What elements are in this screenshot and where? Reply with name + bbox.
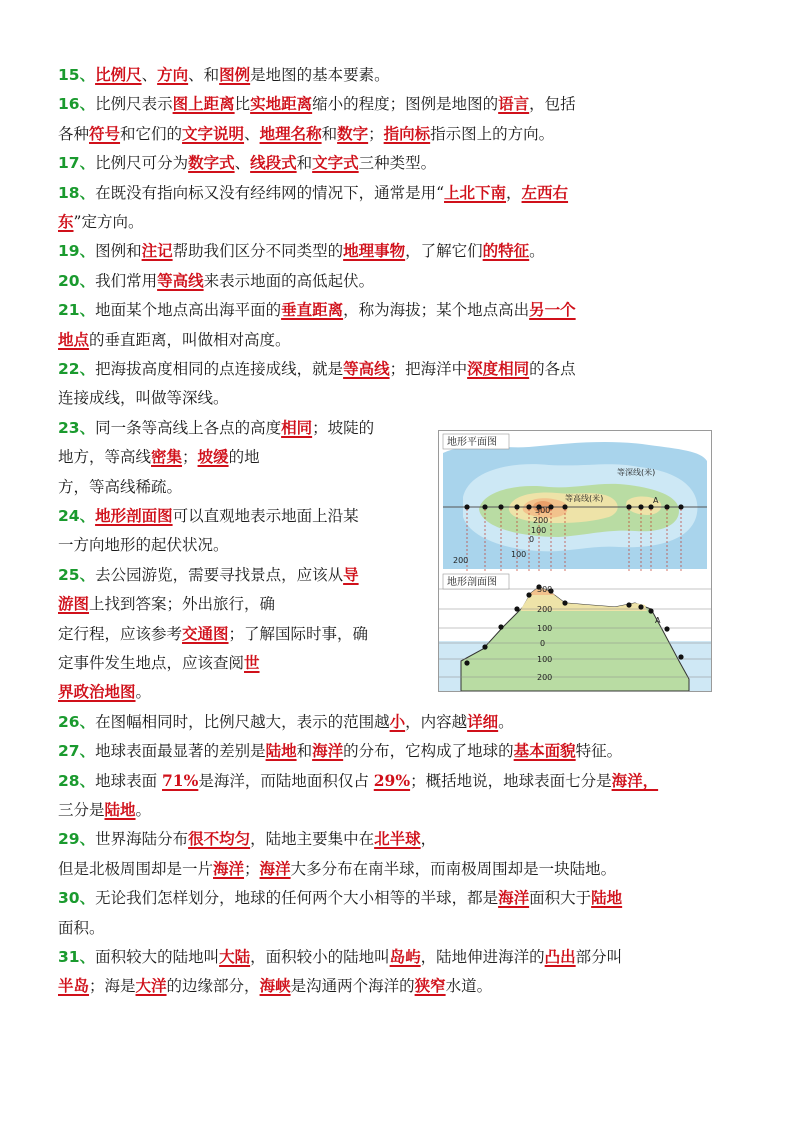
question-number: 29、 [58,830,96,849]
answer-text: 语言 [498,94,530,114]
section-tick-100: 100 [537,624,553,633]
question-text: 地球表面最显著的差别是 [95,742,266,761]
answer-text: 左西右 [521,182,569,202]
section-point [626,602,631,607]
section-point [664,626,669,631]
question-text: 。 [529,242,545,261]
section-point [678,654,683,659]
question-line [58,709,514,735]
question-text: ，陆地主要集中在 [250,830,375,849]
question-text: ；了解国际时事，确 [228,624,369,643]
question-text: 是地图的基本要素。 [250,66,390,84]
answer-text: 实地距离 [250,94,313,114]
answer-text: 文字说明 [182,123,245,143]
question-text: 一方向地形的起伏状况。 [58,536,229,555]
question-number: 31、 [58,948,96,966]
question-text: ，包括 [529,95,576,114]
question-number: 30、 [58,889,96,908]
section-point [562,600,567,605]
question-line [58,62,390,88]
question-text: 在图幅相同时，比例尺越大，表示的范围越 [95,712,390,731]
question-text: 上找到答案；外出旅行，确 [89,595,276,614]
question-text: 大多分布在南半球，而南极周围却是一块陆地。 [290,859,617,878]
question-line [58,562,359,588]
question-text: 方，等高线稀疏。 [58,477,183,496]
answer-text: 界政治地图 [58,682,136,702]
question-text: 定事件发生地点，应该查阅 [58,654,245,672]
answer-text: 垂直距离 [281,300,344,320]
question-text: 三分是 [58,801,105,819]
section-point [638,604,643,609]
plan-point [464,504,469,509]
question-line [58,885,622,911]
answer-text: 方向 [157,65,189,84]
question-text: ； [244,859,260,878]
question-text: ，陆地伸进海洋的 [420,948,545,966]
answer-text: 的特征 [482,241,530,261]
question-text: 的各点 [529,360,576,378]
question-text: 世界海陆分布 [95,830,189,849]
answer-text: 图例 [219,65,251,84]
question-number: 22、 [58,360,96,378]
question-line [58,738,622,764]
question-text: ，称为海拔；某个地点高出 [343,301,530,320]
answer-text: 符号 [89,123,121,143]
isobath-label: 等深线(米) [617,468,656,477]
question-text: 同一条等高线上各点的高度 [95,418,282,437]
question-text: 比 [234,95,251,114]
question-text: 地面某个地点高出海平面的 [95,301,282,320]
section-title: 地形剖面图 [447,577,497,588]
answer-text: 文字式 [312,153,359,173]
section-point [464,660,469,665]
question-line [58,268,374,294]
answer-text: 详细 [467,711,499,731]
section-point [648,608,653,613]
question-text: 是海洋，而陆地面积仅占 [198,771,374,790]
plan-value-100: 100 [531,526,547,535]
answer-text: 密集 [151,447,183,467]
question-line [58,944,622,970]
question-text: 。 [135,683,152,702]
plan-point [514,504,519,509]
question-line [58,444,260,470]
question-text: ，内容越 [405,712,468,731]
answer-text: 71% [162,770,199,790]
answer-text: 导 [343,564,359,584]
answer-text: 很不均匀 [188,829,251,849]
question-line [58,915,105,941]
plan-point [562,504,567,509]
answer-text: 深度相同 [467,359,530,378]
answer-text: 等高线 [343,359,390,378]
answer-text: 世 [244,653,260,672]
answer-text: 指向标 [383,123,431,143]
section-tick-0: 0 [540,639,546,648]
section-tick-300: 300 [537,585,553,594]
question-line [58,797,151,823]
question-text: ；海是 [89,977,136,996]
answer-text: 基本面貌 [513,741,576,761]
answer-text: 海洋 [312,741,344,761]
question-text: 在既没有指向标又没有经纬网的情况下，通常是用“ [95,183,445,202]
question-text: 比例尺可分为 [95,154,189,173]
section-tick-neg200: 200 [537,673,553,682]
question-text: ”定方向。 [73,213,144,231]
plan-point [664,504,669,509]
question-text: 连接成线，叫做等深线。 [58,389,229,408]
answer-text: 海洋， [611,770,659,790]
question-text: 。 [498,712,514,731]
question-text: 、 [141,66,158,84]
question-line [58,474,182,500]
question-text: 的垂直距离，叫做相对高度。 [89,330,291,349]
section-point [526,592,531,597]
answer-text: 海洋 [498,888,530,908]
terrain-figure-svg [439,431,711,691]
question-text: 比例尺表示 [95,95,173,114]
question-text: 图例和 [95,242,142,261]
question-text: 但是北极周围却是一片 [58,859,214,878]
question-number: 26、 [58,712,96,731]
plan-point [482,504,487,509]
question-text: 和 [296,742,313,761]
question-line [58,503,359,529]
question-line [58,650,260,676]
question-text: 面积大于 [529,889,592,908]
question-text: ， [506,183,522,202]
answer-text: 比例尺 [95,65,142,84]
question-text: 三种类型。 [358,154,437,173]
question-line [58,679,151,705]
question-text: 和它们的 [120,124,183,143]
answer-text: 数字 [337,123,369,143]
answer-text: 小 [389,711,406,731]
question-number: 16、 [58,95,96,114]
question-text: 部分叫 [575,948,623,966]
answer-text: 交通图 [182,623,229,643]
answer-text: 注记 [141,241,173,261]
answer-text: 狭窄 [414,976,446,996]
answer-text: 坡缓 [197,447,229,467]
answer-text: 大陆 [219,947,251,966]
answer-text: 地点 [58,329,90,349]
section-point-a: A [655,616,661,625]
question-text: 来表示地面的高低起伏。 [203,271,375,290]
question-text: ，面积较小的陆地叫 [250,948,390,966]
answer-text: 海洋 [259,858,291,878]
question-number: 23、 [58,418,96,437]
question-text: 帮助我们区分不同类型的 [172,242,344,261]
question-line [58,297,576,323]
plan-point-a: A [653,496,659,505]
question-text: 、和 [188,66,220,84]
question-line [58,209,143,235]
answer-text: 另一个 [529,300,576,320]
contour-label: 等高线(米) [565,494,604,503]
question-text: 的地 [228,448,260,467]
section-tick-200: 200 [537,605,553,614]
answer-text: 游图 [58,594,90,614]
question-text: 地方，等高线 [58,448,152,467]
section-point [482,644,487,649]
question-line [58,121,554,147]
plan-value-200: 200 [533,516,549,525]
question-text: 特征。 [575,742,623,761]
question-text: ；概括地说，地球表面七分是 [410,771,612,790]
question-number: 19、 [58,242,96,261]
answer-text: 相同 [281,417,313,437]
question-line [58,150,436,176]
question-text: 各种 [58,124,90,143]
answer-text: 地理事物 [343,241,406,261]
plan-value-0: 0 [529,535,535,544]
plan-point [648,504,653,509]
plan-point [678,504,683,509]
question-text: 定行程，应该参考 [58,624,183,643]
question-text: 和 [321,124,338,143]
question-text: ；把海洋中 [389,360,468,378]
question-line [58,856,616,882]
plan-point [638,504,643,509]
question-line [58,621,368,647]
question-text: 可以直观地表示地面上沿某 [172,507,359,525]
question-text: 地球表面 [95,771,163,790]
answer-text: 海洋 [213,858,245,878]
question-text: 。 [135,801,152,819]
plan-value-neg200: 200 [453,556,469,565]
question-line [58,826,436,852]
question-text: 、 [234,154,251,173]
question-text: 把海拔高度相同的点连接成线，就是 [95,360,344,378]
question-text: 、 [244,124,260,143]
answer-text: 地形剖面图 [95,506,173,525]
question-text: ， [420,830,437,849]
plan-point [526,504,531,509]
question-line [58,415,374,441]
question-line [58,356,576,382]
question-text: 我们常用 [95,271,158,290]
question-number: 17、 [58,154,96,173]
question-number: 28、 [58,771,96,790]
question-text: ，了解它们 [405,242,483,261]
answer-text: 岛屿 [389,947,421,966]
section-point [498,624,503,629]
question-line [58,238,545,264]
answer-text: 上北下南 [444,182,507,202]
question-number: 20、 [58,271,96,290]
question-number: 25、 [58,565,96,584]
answer-text: 地理名称 [259,123,322,143]
question-text: ； [182,448,198,467]
answer-text: 线段式 [250,153,297,173]
question-text: 和 [296,154,313,173]
question-line [58,532,229,558]
answer-text: 数字式 [188,153,235,173]
plan-title: 地形平面图 [447,437,497,448]
question-text: ； [368,124,384,143]
plan-point [498,504,503,509]
answer-text: 陆地 [265,741,297,761]
question-number: 24、 [58,507,96,525]
question-text: 的边缘部分， [166,977,260,996]
plan-value-neg100: 100 [511,550,527,559]
answer-text: 海峡 [259,976,291,996]
section-tick-neg100: 100 [537,655,553,664]
question-text: 面积较大的陆地叫 [95,948,220,966]
question-text: 的分布，它构成了地球的 [343,742,514,761]
plan-value-300: 300 [535,506,551,515]
question-number: 15、 [58,66,96,84]
question-line [58,591,275,617]
question-text: 面积。 [58,918,105,937]
question-text: 指示图上的方向。 [430,124,555,143]
answer-text: 29% [373,770,411,790]
answer-text: 大洋 [135,976,167,996]
question-line [58,385,229,411]
question-line [58,973,492,999]
plan-point [626,504,631,509]
question-number: 27、 [58,742,96,761]
question-number: 21、 [58,301,96,320]
question-text: 去公园游览，需要寻找景点，应该从 [95,565,344,584]
question-line [58,180,568,206]
question-number: 18、 [58,183,96,202]
answer-text: 北半球 [374,829,421,849]
answer-text: 等高线 [157,270,204,290]
answer-text: 陆地 [104,800,136,819]
answer-text: 图上距离 [172,94,235,114]
terrain-figure [438,430,712,692]
question-text: 无论我们怎样划分，地球的任何两个大小相等的半球，都是 [95,889,499,908]
question-text: ；坡陡的 [312,418,375,437]
section-point [514,606,519,611]
question-text: 水道。 [445,977,493,996]
answer-text: 凸出 [544,947,576,966]
answer-text: 陆地 [591,888,623,908]
question-text: 是沟通两个海洋的 [290,977,415,996]
question-line [58,768,658,794]
answer-text: 半岛 [58,976,90,996]
question-text: 缩小的程度；图例是地图的 [312,95,499,114]
answer-text: 东 [58,212,74,231]
question-line [58,327,291,353]
question-line [58,91,576,117]
